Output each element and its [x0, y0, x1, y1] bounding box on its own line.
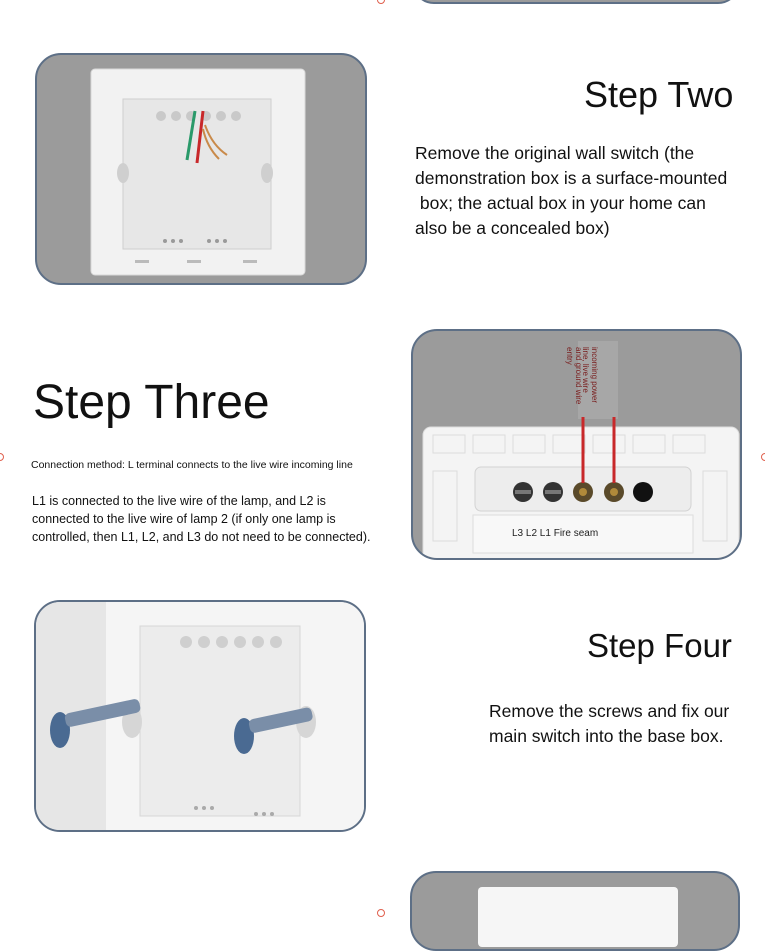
terminal-label: L3 L2 L1 Fire seam — [512, 528, 599, 539]
step-three-title: Step Three — [33, 376, 270, 429]
edge-marker — [761, 453, 765, 461]
step-three-photo — [411, 329, 742, 560]
step-two-photo — [35, 53, 367, 285]
surface-box-illustration — [37, 55, 367, 285]
switch-panel — [478, 887, 678, 947]
next-step-photo — [410, 871, 740, 951]
edge-marker — [377, 909, 385, 917]
base-box-screws-illustration — [36, 602, 366, 832]
step-four-description — [489, 699, 729, 749]
edge-marker — [377, 0, 385, 4]
step-four-photo — [34, 600, 366, 832]
step-two-description — [415, 141, 727, 241]
previous-step-photo — [412, 0, 740, 4]
step-four-line: Remove the screws and fix our — [489, 701, 730, 721]
step-two-line: demonstration box is a surface-mounted — [415, 168, 728, 188]
step-two-line: also be a concealed box) — [415, 218, 610, 238]
edge-marker — [0, 453, 4, 461]
step-two-title: Step Two — [584, 74, 734, 115]
incoming-wire-label: incoming power line, live wire — [581, 347, 599, 404]
ground-wire-label: and ground wire entry — [565, 347, 583, 405]
step-three-method: Connection method: L terminal connects to the live wire incoming line — [31, 459, 353, 471]
step-four-line: main switch into the base box. — [489, 726, 724, 746]
step-three-description — [32, 492, 370, 546]
step-three-line: controlled, then L1, L2, and L3 do not need to be connected). — [32, 530, 371, 544]
step-four-title: Step Four — [587, 627, 732, 664]
step-two-line: Remove the original wall switch (the — [415, 143, 695, 163]
step-three-line: connected to the live wire of lamp 2 (if only one lamp is — [32, 512, 336, 526]
step-two-line: box; the actual box in your home can — [415, 193, 706, 213]
step-three-line: L1 is connected to the live wire of the lamp, and L2 is — [32, 494, 326, 508]
